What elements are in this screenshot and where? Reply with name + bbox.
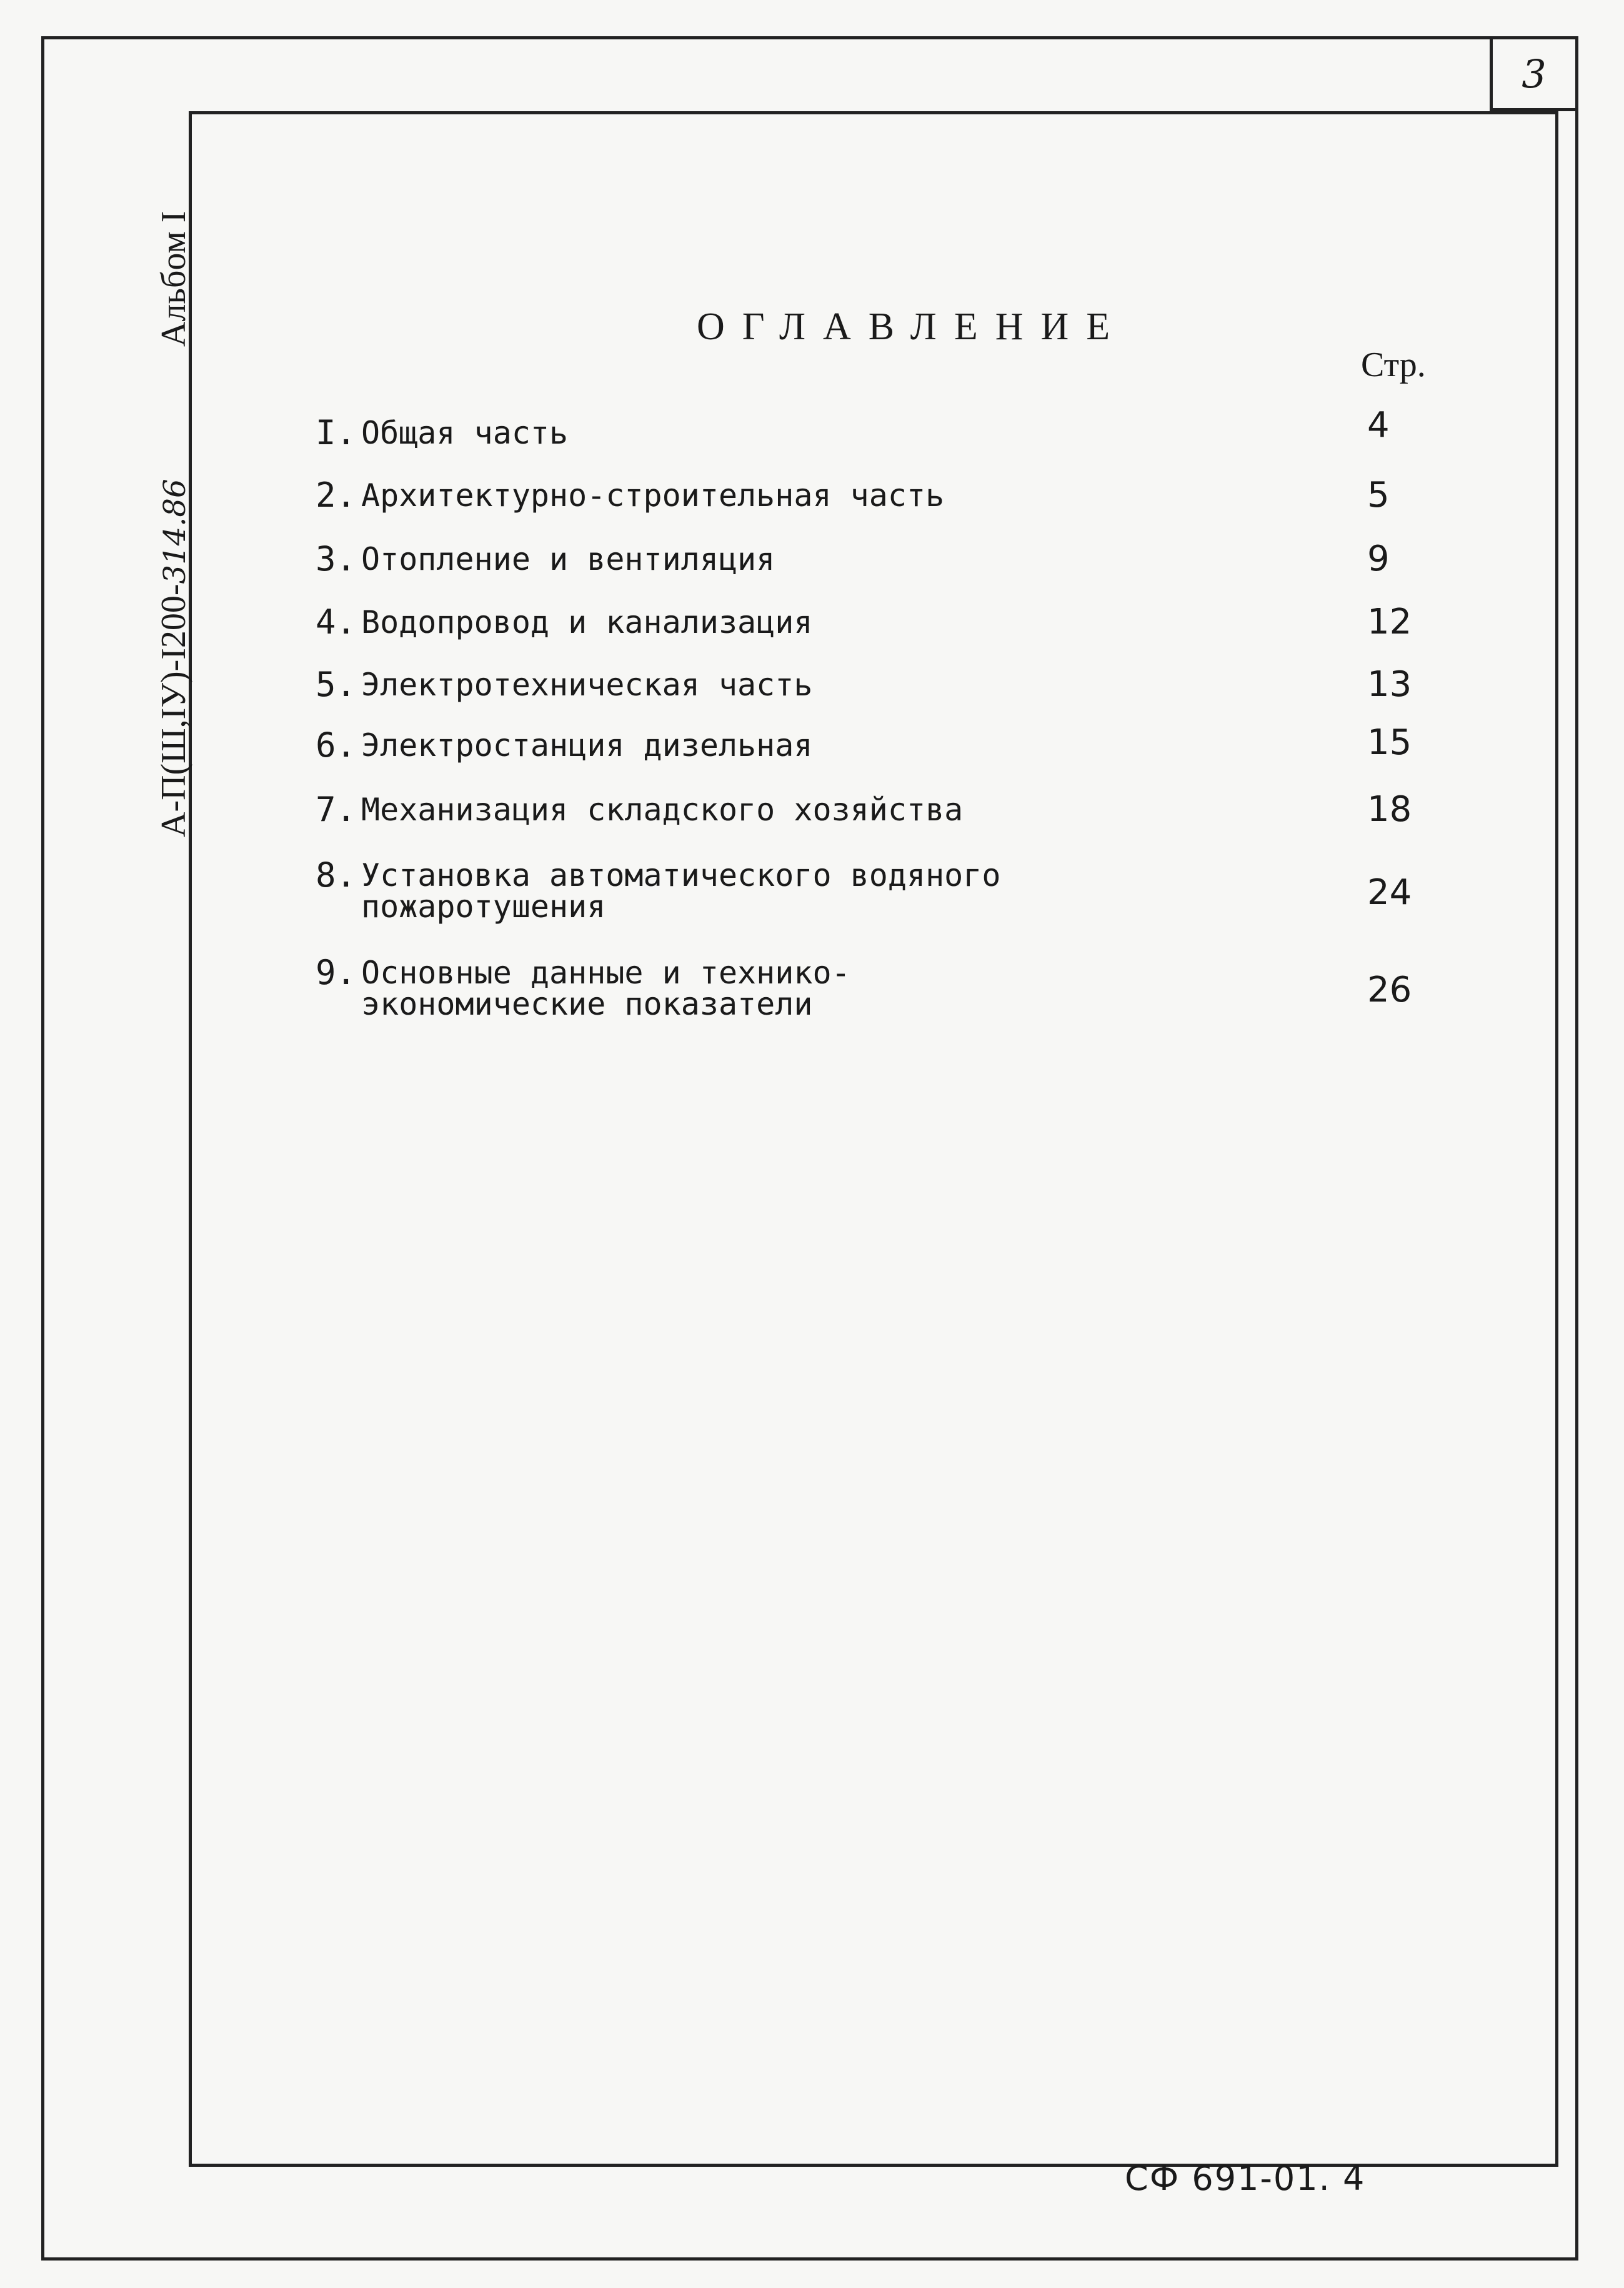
album-label: Альбом I [154,211,193,347]
toc-item-number: 9. [315,953,356,992]
toc-item-page: 24 [1367,872,1412,913]
toc-item-page: 26 [1367,970,1412,1010]
toc-item-page: 9 [1367,539,1390,579]
page-title: ОГЛАВЛЕНИЕ [697,306,1128,348]
document-code: СФ 691-01. 4 [1125,2159,1366,2198]
toc-item-page: 5 [1367,475,1390,515]
toc-item-page: 15 [1367,722,1412,763]
toc-item-number: 6. [315,725,356,765]
toc-item-title: Водопровод и канализация [361,604,813,640]
toc-item-number: 7. [315,790,356,829]
toc-item-page: 18 [1367,789,1412,830]
toc-item-title: Установка автоматического водяного пожаротушения [361,857,1001,925]
toc-item [299,722,1486,800]
project-code [154,479,194,837]
toc-item [299,952,1486,1027]
toc-item-number: 3. [315,539,356,579]
sheet-number: 3 [1522,51,1547,97]
toc-item-title: Общая часть [361,415,569,451]
toc-item [299,789,1486,864]
project-code-handwritten: 314.86 [157,479,192,584]
toc-item-number: 8. [315,855,356,895]
toc-item-title: Основные данные и технико- экономические показатели [361,955,850,1022]
toc-item-number: 2. [315,475,356,515]
toc-item-title: Отопление и вентиляция [361,541,775,577]
toc-item-page: 12 [1367,602,1412,642]
sheet-number-box [1490,36,1578,111]
project-code-main: А-П(Ш,IУ)-I200- [154,584,193,837]
toc-item-page: 13 [1367,664,1412,705]
toc-item-number: 4. [315,602,356,642]
toc-item-page: 4 [1367,405,1390,445]
toc-item [299,855,1486,930]
toc-item-title: Электротехническая часть [361,667,813,703]
toc-item-number: I. [315,413,356,452]
page-column-header: Стр. [1361,346,1426,384]
toc-item-title: Электростанция дизельная [361,727,813,763]
toc-item-title: Механизация складского хозяйства [361,792,964,828]
toc-item-number: 5. [315,665,356,704]
toc-item-title: Архитектурно-строительная часть [361,477,945,514]
